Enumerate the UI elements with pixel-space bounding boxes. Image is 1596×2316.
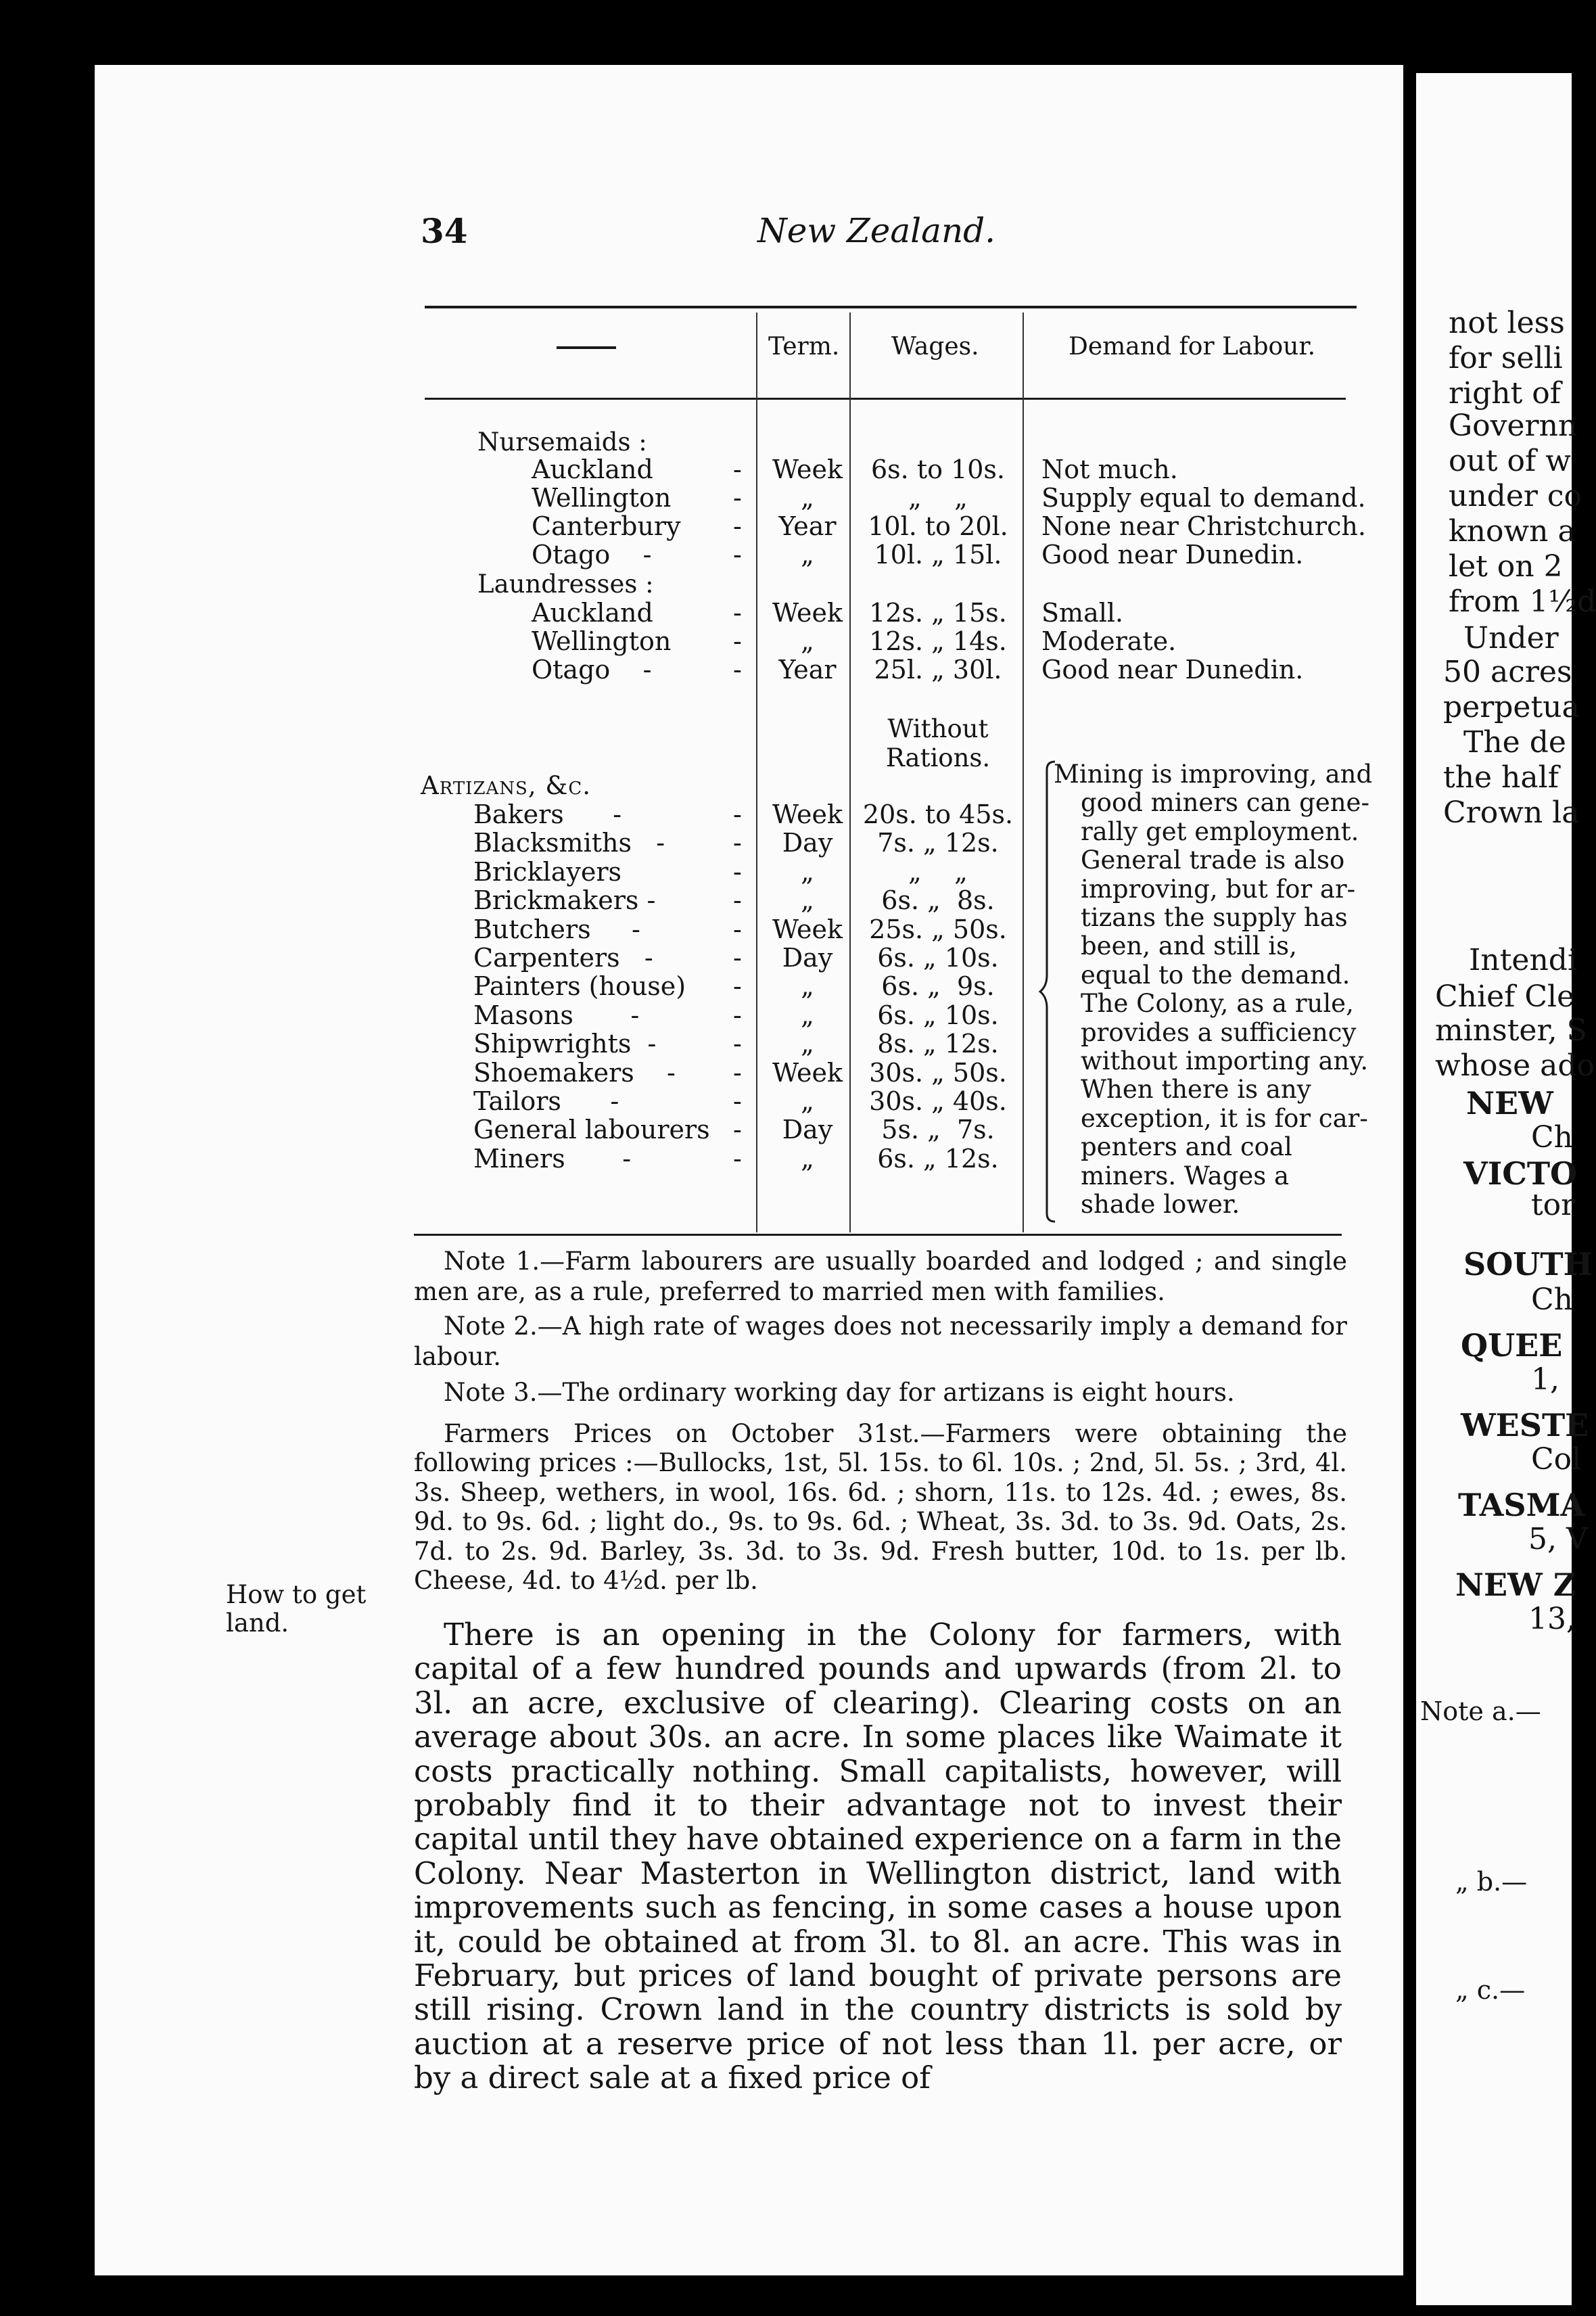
row-term: „ <box>801 483 814 513</box>
right-page-fragment: VICTO <box>1463 1155 1578 1192</box>
row-demand: Small. <box>1041 598 1124 628</box>
row-label: Shipwrights - <box>473 1029 657 1059</box>
column-divider-demand <box>1023 312 1024 1232</box>
right-page-fragment: Ch <box>1531 1282 1574 1317</box>
demand-line: without importing any. <box>1081 1046 1369 1076</box>
row-term: „ <box>801 856 814 887</box>
row-leader: - <box>733 1029 742 1059</box>
row-term: „ <box>801 1086 814 1116</box>
row-demand: Good near Dunedin. <box>1041 540 1304 570</box>
note-3: Note 3.—The ordinary working day for artizans is eight hours. <box>444 1378 1235 1407</box>
row-leader: - <box>733 971 742 1002</box>
row-wages: „ „ <box>908 483 968 513</box>
demand-line: shade lower. <box>1081 1190 1240 1220</box>
demand-line: General trade is also <box>1081 846 1345 875</box>
row-term: Week <box>772 800 843 829</box>
row-wages: 5s. „ 7s. <box>881 1115 995 1145</box>
row-leader: - <box>733 483 742 513</box>
row-wages: 7s. „ 12s. <box>877 828 999 858</box>
right-page-fragment: whose ado <box>1435 1048 1595 1083</box>
row-wages: 30s. „ 40s. <box>869 1086 1007 1116</box>
row-demand: Good near Dunedin. <box>1041 655 1304 685</box>
demand-line: tizans the supply has <box>1081 903 1348 933</box>
right-page-fragment: Col <box>1531 1442 1582 1477</box>
right-page-fragment: Note a.— <box>1420 1696 1541 1726</box>
row-term: „ <box>801 885 814 916</box>
row-term: Week <box>772 598 843 628</box>
row-term: Week <box>772 455 843 484</box>
row-demand: None near Christchurch. <box>1041 511 1366 541</box>
table-top-rule <box>425 306 1357 308</box>
row-leader: - <box>733 655 742 685</box>
row-label: Tailors - <box>473 1086 619 1116</box>
row-leader: - <box>733 1115 742 1145</box>
row-wages: 25s. „ 50s. <box>869 914 1007 944</box>
row-wages: „ „ <box>908 856 968 887</box>
row-term: „ <box>801 971 814 1002</box>
row-leader: - <box>733 943 742 973</box>
row-term: Week <box>772 914 843 944</box>
header-dash <box>557 346 616 349</box>
row-term: Day <box>782 1115 833 1145</box>
column-header-term: Term. <box>768 333 840 361</box>
row-label: Bricklayers <box>473 856 621 887</box>
right-page-fragment: Chief Cle <box>1435 979 1575 1014</box>
row-wages: 6s. „ 10s. <box>877 943 999 973</box>
right-page-fragment: SOUTH <box>1463 1246 1593 1282</box>
row-demand: Moderate. <box>1041 626 1177 656</box>
row-label: Shoemakers - <box>473 1057 676 1088</box>
row-demand: Supply equal to demand. <box>1041 483 1366 513</box>
row-term: „ <box>801 540 814 570</box>
row-leader: - <box>733 1000 742 1030</box>
row-term: Day <box>782 943 833 973</box>
row-leader: - <box>733 828 742 858</box>
row-label: Masons - <box>473 1000 640 1030</box>
row-wages: 6s. „ 12s. <box>877 1143 999 1174</box>
row-label: Miners - <box>473 1143 632 1174</box>
right-page-fragment: under co <box>1449 479 1582 513</box>
farmers-prices-note: Farmers Prices on October 31st.—Farmers were obtaining the following prices :—Bullocks, 1st, 5l. 15s. to 6l. 10s. ; 2nd, 5l. 5s. ; 3rd, 4l. 3s. Sheep, wethers, in wool, 16s. 6d. ; shorn, 11s. to 12s. 4d. ; ewes, 8s. 9d. to 9s. 6d. ; light do., 9s. to 9s. 6d. ; Wheat, 3s. 3d. to 3s. 9d. Oats, 2s. 7d. to 2s. 9d. Barley, 3s. 3d. to 3s. 9d. Fresh butter, 10d. to 1s. per lb. Cheese, 4d. to 4½d. per lb. <box>414 1419 1347 1596</box>
right-page-fragment: tor <box>1531 1188 1576 1222</box>
row-leader: - <box>733 626 742 656</box>
right-page-fragment: for selli <box>1449 341 1563 375</box>
right-page-fragment: 5, V <box>1528 1522 1588 1556</box>
right-page-fragment: The de <box>1463 725 1566 760</box>
row-label: Bakers - <box>473 800 622 829</box>
row-leader: - <box>733 540 742 570</box>
right-page-fragment: NEW <box>1466 1085 1553 1121</box>
row-leader: - <box>733 885 742 916</box>
right-page-fragment: 50 acres <box>1443 655 1572 689</box>
column-header-wages: Wages. <box>891 333 979 361</box>
row-term: Year <box>778 655 837 685</box>
row-term: Day <box>782 828 833 858</box>
row-wages: 10l. to 20l. <box>868 511 1008 541</box>
row-wages: 30s. „ 50s. <box>869 1057 1007 1088</box>
demand-line: exception, it is for car- <box>1081 1103 1368 1133</box>
row-leader: - <box>733 914 742 944</box>
right-page-fragment: Governn <box>1449 409 1578 443</box>
demand-line: been, and still is, <box>1081 931 1297 961</box>
row-wages: 6s. „ 9s. <box>881 971 995 1002</box>
row-label: Wellington <box>532 626 672 656</box>
demand-line: miners. Wages a <box>1081 1161 1290 1190</box>
demand-line: When there is any <box>1081 1075 1311 1105</box>
demand-line: equal to the demand. <box>1081 960 1351 990</box>
right-page-fragment: known a <box>1449 514 1576 549</box>
right-page-fragment: Under <box>1463 621 1559 655</box>
row-label: Otago - <box>532 655 652 685</box>
row-term: „ <box>801 1000 814 1030</box>
row-label: Painters (house) <box>473 971 686 1002</box>
right-page-fragment: WESTE <box>1461 1407 1589 1443</box>
demand-line: improving, but for ar- <box>1081 874 1356 904</box>
table-bottom-rule <box>414 1234 1342 1236</box>
demand-line: good miners can gene- <box>1081 788 1369 818</box>
column-divider-wages <box>849 312 851 1232</box>
right-page-fragment: minster, S <box>1435 1013 1587 1048</box>
right-page-fragment: not less <box>1449 306 1565 340</box>
right-page-fragment: the half <box>1443 760 1559 795</box>
right-page-fragment: QUEE <box>1461 1327 1563 1364</box>
artizans-demand-note <box>1054 760 1373 1220</box>
row-wages: 25l. „ 30l. <box>874 655 1002 685</box>
row-wages: 8s. „ 12s. <box>877 1029 999 1059</box>
right-page-fragment: „ b.— <box>1455 1867 1528 1897</box>
column-header-demand: Demand for Labour. <box>1069 333 1316 361</box>
right-page-fragment: Ch <box>1531 1120 1574 1155</box>
row-label: Brickmakers - <box>473 885 656 916</box>
demand-line: penters and coal <box>1081 1132 1292 1162</box>
row-wages: 12s. „ 15s. <box>869 598 1007 628</box>
row-term: „ <box>801 626 814 656</box>
right-page-fragment: let on 2 <box>1449 549 1563 584</box>
right-page-fragment: Crown la <box>1443 795 1580 830</box>
demand-line: Mining is improving, and <box>1054 760 1373 789</box>
brace-icon <box>1035 759 1062 1226</box>
row-label: General labourers <box>473 1115 710 1145</box>
column-divider-term <box>756 312 757 1232</box>
row-demand: Not much. <box>1041 455 1178 484</box>
row-label: Canterbury <box>532 511 681 541</box>
row-leader: - <box>733 800 742 829</box>
right-page-fragment: 13, <box>1528 1602 1576 1636</box>
group-heading-artizans: Artizans, &c. <box>421 771 591 800</box>
row-leader: - <box>733 856 742 887</box>
row-label: Butchers - <box>473 914 640 944</box>
body-paragraph: There is an opening in the Colony for farmers, with capital of a few hundred pounds and upwards (from 2l. to 3l. an acre, exclusive of clearing). Clearing costs on an average about 30s. an acre. In some places like Waimate it costs practically nothing. Small capitalists, however, will probably find it to their advantage not to invest their capital until they have obtained experience on a farm in the Colony. Near Masterton in Wellington district, land with improvements such as fencing, in some cases a house upon it, could be obtained at from 3l. to 8l. an acre. This was in February, but prices of land bought of private persons are still rising. Crown land in the country districts is sold by auction at a reserve price of not less than 1l. per acre, or by a direct sale at a fixed price of <box>414 1617 1342 2096</box>
row-wages: 12s. „ 14s. <box>869 626 1007 656</box>
row-label: Auckland <box>532 455 653 484</box>
row-leader: - <box>733 1086 742 1116</box>
wages-subheader-without-rations: Without Rations. <box>885 714 991 772</box>
right-page-fragment: right of <box>1449 376 1562 411</box>
row-leader: - <box>733 598 742 628</box>
right-page-fragment: out of w <box>1449 444 1571 478</box>
row-leader: - <box>733 1057 742 1088</box>
table-header-rule <box>425 398 1346 400</box>
right-page-fragment: 1, <box>1531 1362 1559 1397</box>
row-leader: - <box>733 511 742 541</box>
row-label: Wellington <box>532 483 672 513</box>
page-title: New Zealand. <box>757 211 996 250</box>
row-wages: 20s. to 45s. <box>862 800 1014 829</box>
row-wages: 6s. „ 10s. <box>877 1000 999 1030</box>
note-2: Note 2.—A high rate of wages does not necessarily imply a demand for labour. <box>414 1312 1347 1371</box>
row-label: Blacksmiths - <box>473 828 665 858</box>
demand-line: provides a sufficiency <box>1081 1017 1357 1047</box>
row-label: Auckland <box>532 598 653 628</box>
right-page-fragment: perpetua <box>1443 690 1580 724</box>
row-label: Otago - <box>532 540 652 570</box>
right-page-fragment: „ c.— <box>1455 1975 1526 2005</box>
row-wages: 6s. „ 8s. <box>881 885 995 916</box>
demand-line: rally get employment. <box>1081 816 1359 846</box>
margin-note-how-to-get-land: How to get land. <box>226 1580 367 1638</box>
row-term: „ <box>801 1143 814 1174</box>
right-page-fragment: NEW Z <box>1455 1567 1576 1603</box>
right-page-fragment: TASMA <box>1458 1487 1585 1523</box>
row-leader: - <box>733 1143 742 1174</box>
row-term: „ <box>801 1029 814 1059</box>
row-term: Week <box>772 1057 843 1088</box>
page-number: 34 <box>421 211 468 251</box>
row-label: Carpenters - <box>473 943 653 973</box>
row-term: Year <box>778 511 837 541</box>
note-1: Note 1.—Farm labourers are usually boarded and lodged ; and single men are, as a rule, preferred to married men with families. <box>414 1247 1347 1306</box>
group-heading-nursemaids: Nursemaids : <box>477 427 647 457</box>
demand-line: The Colony, as a rule, <box>1081 989 1354 1019</box>
group-heading-laundresses: Laundresses : <box>477 570 654 599</box>
row-wages: 6s. to 10s. <box>871 455 1005 484</box>
row-leader: - <box>733 455 742 484</box>
row-wages: 10l. „ 15l. <box>874 540 1002 570</box>
right-page-fragment: from 1½d <box>1449 584 1596 619</box>
right-page-fragment: Intendi <box>1469 943 1578 977</box>
